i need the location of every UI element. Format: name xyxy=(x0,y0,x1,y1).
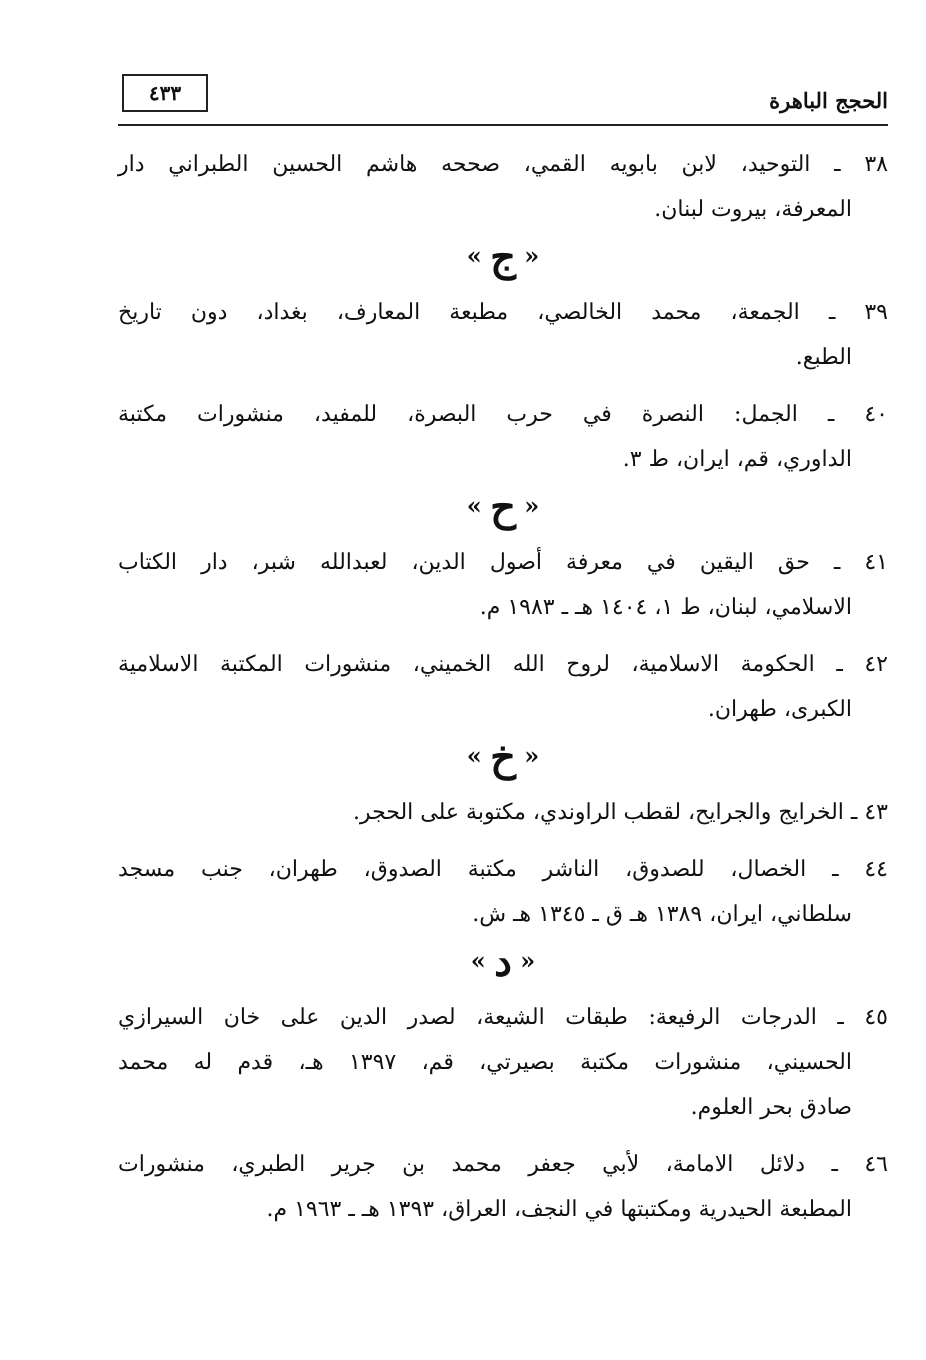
close-quote: » xyxy=(466,741,482,770)
bibliography-list xyxy=(118,142,888,1232)
section-heading-dal xyxy=(118,937,888,995)
entry-line: ٤٣ ـ الخرايج والجرايح، لقطب الراوندي، مكتوبة على الحجر. xyxy=(352,800,888,825)
section-letter: ج xyxy=(490,233,516,281)
bibliography-entry-42 xyxy=(118,642,888,732)
running-title: الحجج الباهرة xyxy=(769,88,888,113)
entry-line: ٤٤ ـ الخصال، للصدوق، الناشر مكتبة الصدوق، طهران، جنب مسجد xyxy=(118,857,888,882)
entry-line: ٤٥ ـ الدرجات الرفيعة: طبقات الشيعة، لصدر الدين على خان السيرازي xyxy=(118,1005,888,1030)
bibliography-entry-39 xyxy=(118,290,888,380)
header-rule xyxy=(118,124,888,126)
section-letter: ح xyxy=(490,483,516,531)
bibliography-entry-44 xyxy=(118,847,888,937)
section-heading-kha xyxy=(118,732,888,790)
bibliography-entry-41 xyxy=(118,540,888,630)
open-quote: « xyxy=(520,946,536,975)
close-quote: » xyxy=(466,491,482,520)
entry-line: ٤٠ ـ الجمل: النصرة في حرب البصرة، للمفيد، منشورات مكتبة xyxy=(118,402,888,427)
bibliography-entry-38 xyxy=(118,142,888,232)
open-quote: « xyxy=(524,741,540,770)
bibliography-entry-46 xyxy=(118,1142,888,1232)
entry-line: سلطاني، ايران، ١٣٨٩ هـ ق ـ ١٣٤٥ هـ ش. xyxy=(472,902,852,927)
entry-line: ٣٨ ـ التوحيد، لابن بابويه القمي، صححه هاشم الحسين الطبراني دار xyxy=(118,152,888,177)
section-heading-jim xyxy=(118,232,888,290)
close-quote: » xyxy=(466,241,482,270)
section-letter: خ xyxy=(490,733,516,781)
entry-line: المطبعة الحيدرية ومكتبتها في النجف، العراق، ١٣٩٣ هـ ـ ١٩٦٣ م. xyxy=(266,1197,852,1222)
entry-line: الاسلامي، لبنان، ط ١، ١٤٠٤ هـ ـ ١٩٨٣ م. xyxy=(479,595,852,620)
entry-line: الحسيني، منشورات مكتبة بصيرتي، قم، ١٣٩٧ هـ، قدم له محمد xyxy=(118,1050,852,1075)
entry-line: الطبع. xyxy=(795,345,852,370)
open-quote: « xyxy=(524,241,540,270)
page-header xyxy=(118,68,888,126)
entry-line: الكبرى، طهران. xyxy=(707,697,852,722)
bibliography-entry-43 xyxy=(118,790,888,835)
entry-line: ٣٩ ـ الجمعة، محمد الخالصي، مطبعة المعارف، بغداد، دون تاريخ xyxy=(118,300,888,325)
entry-line: المعرفة، بيروت لبنان. xyxy=(654,197,852,222)
page-number: ٤٣٣ xyxy=(122,74,208,112)
open-quote: « xyxy=(524,491,540,520)
section-heading-ha xyxy=(118,482,888,540)
section-letter: د xyxy=(494,938,512,986)
bibliography-entry-45 xyxy=(118,995,888,1130)
entry-line: الداوري، قم، ايران، ط ٣. xyxy=(622,447,852,472)
entry-line: ٤١ ـ حق اليقين في معرفة أصول الدين، لعبدالله شبر، دار الكتاب xyxy=(118,550,888,575)
close-quote: » xyxy=(470,946,486,975)
entry-line: ٤٢ ـ الحكومة الاسلامية، لروح الله الخميني، منشورات المكتبة الاسلامية xyxy=(118,652,888,677)
entry-line: ٤٦ ـ دلائل الامامة، لأبي جعفر محمد بن جرير الطبري، منشورات xyxy=(118,1152,888,1177)
entry-line: صادق بحر العلوم. xyxy=(690,1095,852,1120)
bibliography-entry-40 xyxy=(118,392,888,482)
